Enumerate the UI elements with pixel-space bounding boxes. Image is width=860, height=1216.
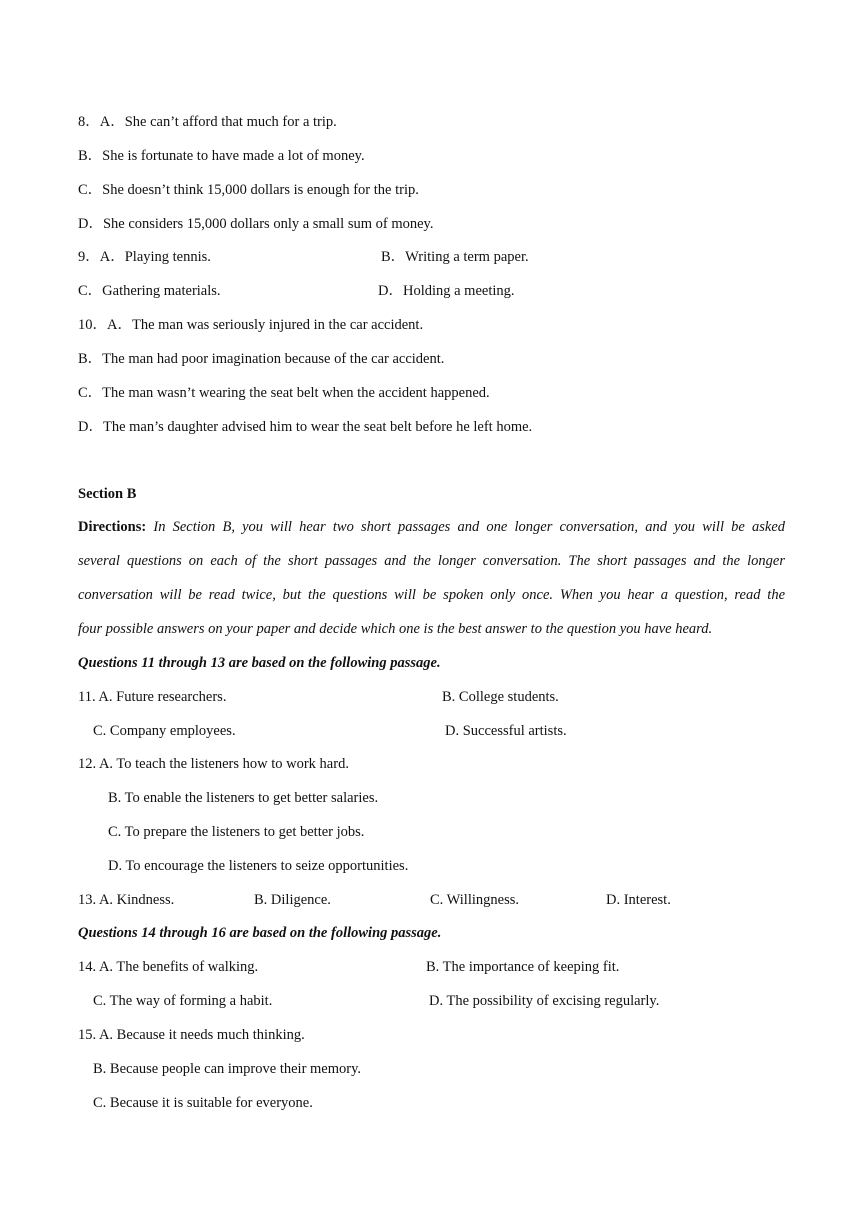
q12-option-d: D. To encourage the listeners to seize opportunities. <box>108 858 409 874</box>
q14-option-b: B. The importance of keeping fit. <box>426 959 620 975</box>
q11-option-a: 11. A. Future researchers. <box>78 689 227 705</box>
directions-line-1 <box>78 518 785 536</box>
directions-line-4: four possible answers on your paper and decide which one is the best answer to the question you have heard. <box>78 621 713 637</box>
q10-option-c: C．The man wasn’t wearing the seat belt when the accident happened. <box>78 385 490 401</box>
q13-option-b: B. Diligence. <box>254 892 331 908</box>
q8-option-d: D．She considers 15,000 dollars only a small sum of money. <box>78 216 434 232</box>
q9-option-c: C．Gathering materials. <box>78 283 221 299</box>
q9-option-d: D．Holding a meeting. <box>378 283 515 299</box>
q14-option-a: 14. A. The benefits of walking. <box>78 959 259 975</box>
q8-option-c: C．She doesn’t think 15,000 dollars is enough for the trip. <box>78 182 419 198</box>
q13-option-d: D. Interest. <box>606 892 671 908</box>
q8-option-a: 8．A．She can’t afford that much for a trip. <box>78 114 337 130</box>
q11-option-d: D. Successful artists. <box>445 723 567 739</box>
q11-option-b: B. College students. <box>442 689 559 705</box>
q9-option-b: B．Writing a term paper. <box>381 249 529 265</box>
directions-line-3: conversation will be read twice, but the questions will be spoken only once. When you hear a question, read the <box>78 587 785 603</box>
q10-option-b: B．The man had poor imagination because of the car accident. <box>78 351 445 367</box>
q12-option-a: 12. A. To teach the listeners how to work hard. <box>78 756 349 772</box>
q14-option-d: D. The possibility of excising regularly. <box>429 993 660 1009</box>
q13-option-c: C. Willingness. <box>430 892 519 908</box>
section-b-title: Section B <box>78 486 137 502</box>
q9-option-a: 9．A．Playing tennis. <box>78 249 211 265</box>
q15-option-a: 15. A. Because it needs much thinking. <box>78 1027 305 1043</box>
directions-line-2: several questions on each of the short passages and the longer conversation. The short passages and the longer <box>78 553 785 569</box>
q12-option-c: C. To prepare the listeners to get better jobs. <box>108 824 365 840</box>
q15-option-c: C. Because it is suitable for everyone. <box>93 1095 313 1111</box>
directions-text-1: In Section B, you will hear two short passages and one longer conversation, and you will be asked <box>153 519 785 535</box>
q11-option-c: C. Company employees. <box>93 723 236 739</box>
directions-label: Directions: <box>78 519 147 535</box>
q10-option-d: D．The man’s daughter advised him to wear the seat belt before he left home. <box>78 419 533 435</box>
q13-option-a: 13. A. Kindness. <box>78 892 175 908</box>
q15-option-b: B. Because people can improve their memory. <box>93 1061 362 1077</box>
q12-option-b: B. To enable the listeners to get better salaries. <box>108 790 379 806</box>
group1-heading: Questions 11 through 13 are based on the following passage. <box>78 655 441 671</box>
q10-option-a: 10．A．The man was seriously injured in the car accident. <box>78 317 424 333</box>
q8-option-b: B．She is fortunate to have made a lot of money. <box>78 148 365 164</box>
q14-option-c: C. The way of forming a habit. <box>93 993 273 1009</box>
group2-heading: Questions 14 through 16 are based on the following passage. <box>78 925 442 941</box>
